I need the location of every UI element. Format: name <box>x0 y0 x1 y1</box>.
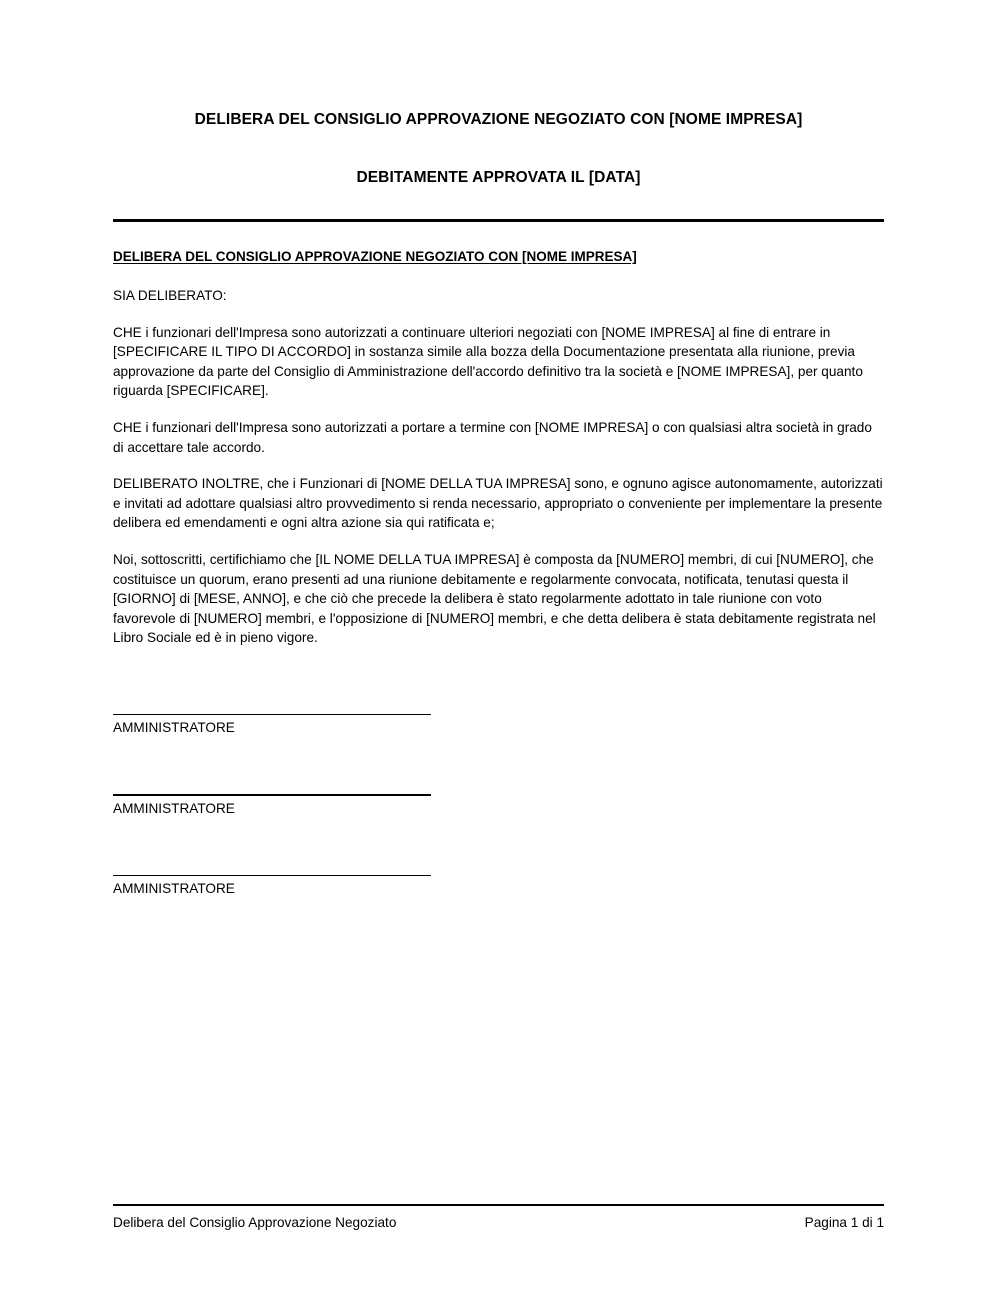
section-heading: DELIBERA DEL CONSIGLIO APPROVAZIONE NEGOZIATO CON [NOME IMPRESA] <box>113 249 637 264</box>
body-paragraph-2: CHE i funzionari dell'Impresa sono autorizzati a portare a termine con [NOME IMPRESA] o con qualsiasi altra società in grado di accettare tale accordo. <box>113 419 872 455</box>
body-paragraph-1: CHE i funzionari dell'Impresa sono autorizzati a continuare ulteriori negoziati con [NOME IMPRESA] al fine di entrare in [SPECIFICARE IL TIPO DI ACCORDO] in sostanza simile alla bozza della Documentazione presentata alla riunione, previa approvazione da parte del Consiglio di Amministrazione dell'accordo definitivo tra la società e [NOME IMPRESA], per quanto riguarda [SPECIFICARE]. <box>113 324 863 399</box>
signature-label: AMMINISTRATORE <box>113 720 235 736</box>
signature-label: AMMINISTRATORE <box>113 881 235 897</box>
signature-block <box>113 875 884 899</box>
footer-page-number: Pagina 1 di 1 <box>804 1215 884 1230</box>
footer-document-name: Delibera del Consiglio Approvazione Negoziato <box>113 1215 397 1230</box>
document-title: DELIBERA DEL CONSIGLIO APPROVAZIONE NEGOZIATO CON [NOME IMPRESA] <box>194 111 803 128</box>
footer-row <box>113 1206 884 1232</box>
signature-block <box>113 794 884 818</box>
body-paragraph-4: Noi, sottoscritti, certifichiamo che [IL NOME DELLA TUA IMPRESA] è composta da [NUMERO] membri, di cui [NUMERO], che costituisce un quorum, erano presenti ad una riunione debitamente e regolarmente convocata, notificata, tenutasi questa il [GIORNO] di [MESE, ANNO], e che ciò che precede la delibera è stato regolarmente adottato in tale riunione con voto favorevole di [NUMERO] membri, e l'opposizione di [NUMERO] membri, e che detta delibera è stata debitamente registrata nel Libro Sociale ed è in pieno vigore. <box>113 551 876 646</box>
signature-section <box>113 648 884 899</box>
page-footer <box>113 1204 884 1232</box>
body-paragraph-3: DELIBERATO INOLTRE, che i Funzionari di [NOME DELLA TUA IMPRESA] sono, e ognuno agisce autonomamente, autorizzati e invitati ad adottare qualsiasi altro provvedimento si renda necessario, appropriato o conveniente per implementare la presente delibera ed emendamenti e ogni altra azione sia qui ratificata e; <box>113 476 883 531</box>
document-subtitle: DEBITAMENTE APPROVATA IL [DATA] <box>356 169 641 186</box>
signature-block <box>113 714 884 738</box>
lead-paragraph: SIA DELIBERATO: <box>113 288 227 303</box>
document-content <box>113 0 884 898</box>
signature-label: AMMINISTRATORE <box>113 800 235 816</box>
